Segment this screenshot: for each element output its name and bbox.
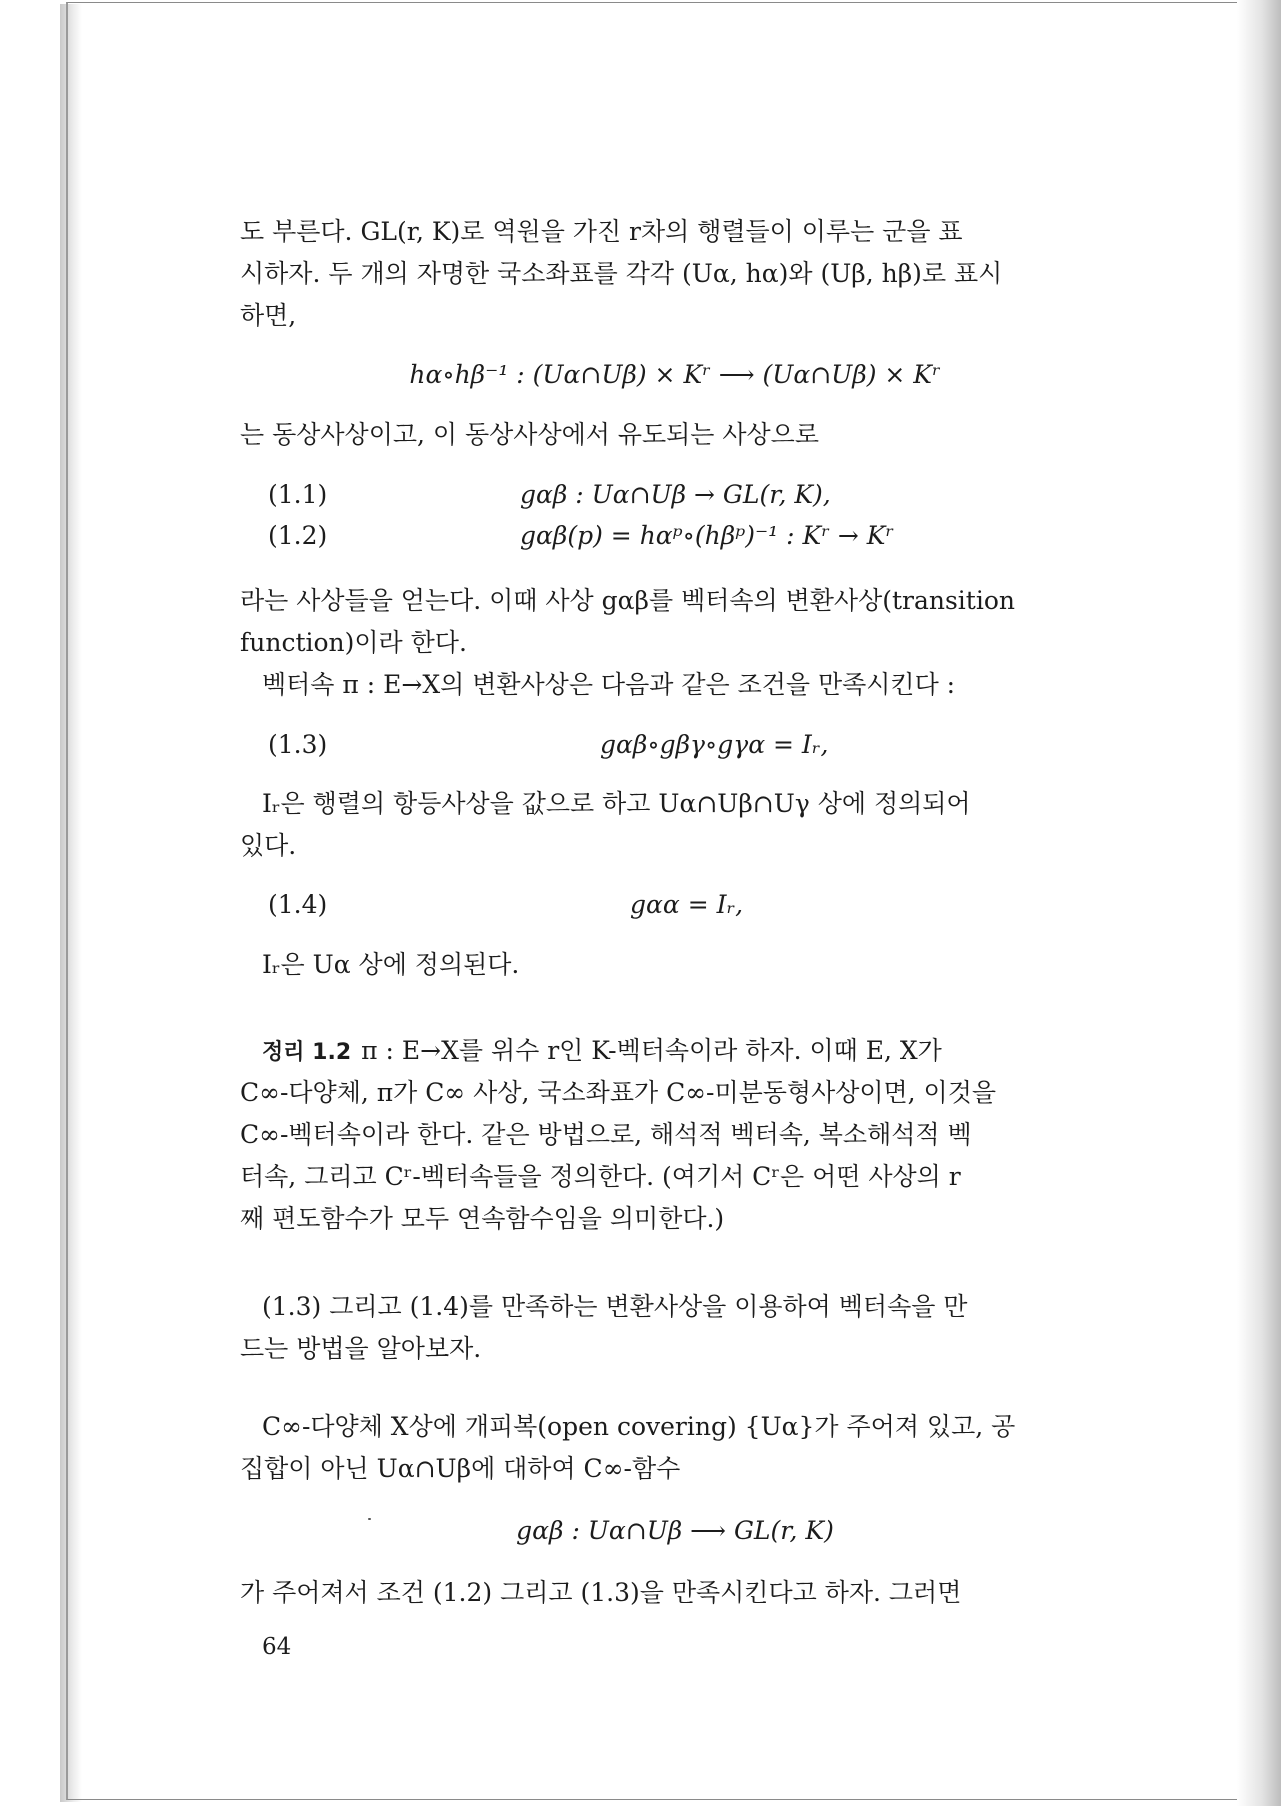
text-line: 하면, [240,301,297,330]
text-line: C∞-다양체, π가 C∞ 사상, 국소좌표가 C∞-미분동형사상이면, 이것을 [240,1078,997,1107]
theorem-label: 정리 1.2 [262,1040,352,1065]
theorem-text: π : E→X를 위수 r인 K-벡터속이라 하자. 이때 E, X가 [361,1036,942,1065]
theorem-line [262,1034,1110,1070]
display-equation: gαβ : Uα∩Uβ ⟶ GL(r, K) [516,1516,834,1545]
equation-row [240,478,1110,512]
equation-body: gαβ : Uα∩Uβ → GL(r, K), [520,480,831,509]
text-line: 드는 방법을 알아보자. [240,1334,482,1363]
display-equation: hα∘hβ⁻¹ : (Uα∩Uβ) × Kʳ ⟶ (Uα∩Uβ) × Kʳ [409,360,941,389]
text-line: 가 주어져서 조건 (1.2) 그리고 (1.3)을 만족시킨다고 하자. 그러면 [240,1578,962,1607]
equation-row [240,728,1110,762]
equation-body: gαα = Iᵣ, [630,890,744,919]
text-line: C∞-다양체 X상에 개피복(open covering) {Uα}가 주어져 있고, 공 [262,1412,1016,1441]
text-line: Iᵣ은 행렬의 항등사상을 값으로 하고 Uα∩Uβ∩Uγ 상에 정의되어 [262,789,971,818]
equation-label: (1.1) [268,480,328,509]
text-line: 째 편도함수가 모두 연속함수임을 의미한다.) [240,1204,725,1233]
equation-row [240,888,1110,922]
text-line: 벡터속 π : E→X의 변환사상은 다음과 같은 조건을 만족시킨다 : [262,670,956,699]
text-line: 집합이 아닌 Uα∩Uβ에 대하여 C∞-함수 [240,1454,681,1483]
text-line: 있다. [240,831,297,860]
text-line: 는 동상사상이고, 이 동상사상에서 유도되는 사상으로 [240,420,819,449]
text-line: (1.3) 그리고 (1.4)를 만족하는 변환사상을 이용하여 벡터속을 만 [262,1292,968,1321]
text-line: 라는 사상들을 얻는다. 이때 사상 gαβ를 벡터속의 변환사상(transition [240,586,1015,615]
equation-body: gαβ∘gβγ∘gγα = Iᵣ, [600,730,829,759]
text-line: 도 부른다. GL(r, K)로 역원을 가진 r차의 행렬들이 이루는 군을 표 [240,217,963,246]
text-line: C∞-벡터속이라 한다. 같은 방법으로, 해석적 벡터속, 복소해석적 벡 [240,1120,972,1149]
page-number: 64 [262,1634,292,1660]
text-line: function)이라 한다. [240,628,467,657]
equation-body: gαβ(p) = hαᵖ∘(hβᵖ)⁻¹ : Kʳ → Kʳ [520,521,895,550]
equation-label: (1.2) [268,521,328,550]
equation-label: (1.3) [268,730,328,759]
equation-label: (1.4) [268,890,328,919]
text-line: 시하자. 두 개의 자명한 국소좌표를 각각 (Uα, hα)와 (Uβ, hβ)로 표시 [240,259,1003,288]
equation-row [240,519,1110,553]
text-line: Iᵣ은 Uα 상에 정의된다. [262,950,520,979]
text-line: 터속, 그리고 Cʳ-벡터속들을 정의한다. (여기서 Cʳ은 어떤 사상의 r [240,1162,961,1191]
